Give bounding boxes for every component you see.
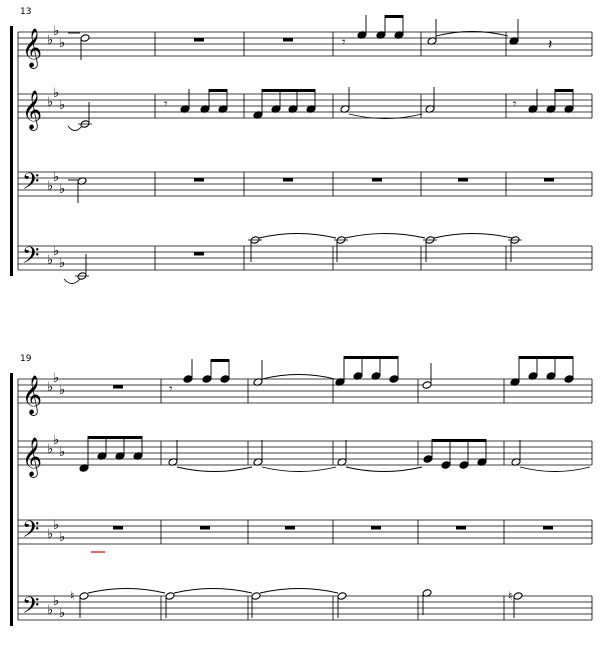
system-1-staff-2-key-flat-icon: ♭ [47, 527, 54, 542]
bass-half-note [251, 592, 261, 601]
alto-tie [262, 467, 336, 472]
bass-half-note [79, 592, 89, 601]
system-0-staff-3-bass-clef-icon: 𝄢 [22, 243, 40, 274]
bass-tie-in [64, 279, 80, 284]
system-0-staff-2-key-flat-icon: ♭ [59, 182, 66, 197]
alto-tie-in [68, 126, 82, 131]
system-1-staff-0-key-flat-icon: ♭ [59, 383, 66, 398]
soprano-m20-b-note [202, 375, 212, 384]
tenor-whole-rest [544, 178, 554, 182]
system-1-staff-2-key-flat-icon: ♭ [59, 530, 66, 545]
system-1-staff-1-key-flat-icon: ♭ [59, 445, 66, 460]
system-0-staff-0-key-flat-icon: ♭ [53, 24, 60, 39]
tenor-whole-rest [543, 526, 553, 530]
bass-half-note [165, 592, 175, 601]
quarter-rest-icon: 𝄽 [548, 37, 553, 53]
tenor-whole-rest [283, 178, 293, 182]
system-0-staff-0-key-flat-icon: ♭ [47, 33, 54, 48]
system-1-staff-1-key-flat-icon: ♭ [47, 442, 54, 457]
system-0-staff-2-key-flat-icon: ♭ [47, 179, 54, 194]
natural-icon: ♮ [70, 589, 75, 603]
system-1-staff-1-key-flat-icon: ♭ [53, 433, 60, 448]
soprano-m20-b-beam [211, 359, 229, 362]
soprano-tie [262, 375, 335, 380]
eighth-rest-icon: 𝄾 [169, 382, 173, 397]
system-1-staff-2-key-flat-icon: ♭ [53, 518, 60, 533]
system-0-staff-1-key-flat-icon: ♭ [53, 86, 60, 101]
bass-tie [434, 234, 512, 239]
system-1-staff-3-bass-clef-icon: 𝄢 [22, 593, 40, 624]
alto-m19-beam [88, 436, 142, 439]
tenor-whole-rest [113, 526, 123, 530]
system-1-staff-3-key-flat-icon: ♭ [47, 603, 54, 618]
system-1-staff-2-bass-clef-icon: 𝄢 [22, 517, 40, 548]
system-1-staff-1-treble-clef-icon: 𝄞 [22, 437, 43, 477]
alto-m23-beam [432, 439, 486, 442]
system-0-staff-3-key-flat-icon: ♭ [47, 253, 54, 268]
system-1-staff-3-key-flat-icon: ♭ [53, 594, 60, 609]
system-0-staff-1-treble-clef-icon: 𝄞 [22, 90, 43, 130]
system-1-staff-0-key-flat-icon: ♭ [53, 371, 60, 386]
system-1-staff-0-key-flat-icon: ♭ [47, 380, 54, 395]
soprano-m24-note [564, 375, 574, 384]
bass-whole-rest [194, 252, 204, 256]
system-1-staff-3-key-flat-icon: ♭ [59, 606, 66, 621]
bass-half-note [513, 592, 523, 601]
natural-icon: ♮ [508, 589, 513, 603]
alto-m18-b-beam [555, 89, 573, 92]
alto-m23-note [459, 461, 469, 470]
soprano-half-note [422, 381, 432, 390]
tenor-whole-rest [200, 526, 210, 530]
system-0-staff-1-key-flat-icon: ♭ [59, 98, 66, 113]
soprano-m20-b-note [220, 375, 230, 384]
bass-half-note [337, 592, 347, 601]
tenor-whole-rest [285, 526, 295, 530]
bass-tie [345, 234, 425, 239]
soprano-m24-beam [519, 356, 573, 359]
soprano-half-note [80, 34, 90, 43]
tenor-whole-rest [458, 178, 468, 182]
alto-tie [346, 467, 422, 472]
tenor-whole-rest [456, 526, 466, 530]
system-0-staff-1-key-flat-icon: ♭ [47, 95, 54, 110]
alto-tie-out [520, 467, 590, 472]
bass-tie [174, 589, 252, 594]
bass-tie [259, 234, 336, 239]
system-0-staff-0-key-flat-icon: ♭ [59, 36, 66, 51]
system-0-bracket [10, 26, 13, 276]
whole-rest [283, 38, 293, 42]
bass-tie [260, 589, 338, 594]
system-0-staff-3-key-flat-icon: ♭ [53, 244, 60, 259]
system-0-staff-2-bass-clef-icon: 𝄢 [22, 169, 40, 200]
alto-m15-beam [262, 89, 315, 92]
whole-rest [113, 385, 123, 389]
soprano-m22-beam [344, 356, 398, 359]
system-1-staff-0-treble-clef-icon: 𝄞 [22, 375, 43, 415]
system-0-staff-2-key-flat-icon: ♭ [53, 170, 60, 185]
alto-tie [177, 467, 252, 472]
alto-m23-note [423, 455, 433, 464]
soprano-m22-note [389, 375, 399, 384]
system-0-staff-0-treble-clef-icon: 𝄞 [22, 28, 43, 68]
soprano-m16-b-beam [385, 15, 403, 18]
tenor-whole-rest [371, 526, 381, 530]
alto-m14-b-beam [209, 89, 227, 92]
measure-number-13: 13 [20, 7, 32, 17]
system-0-staff-3-key-flat-icon: ♭ [59, 256, 66, 271]
tenor-whole-rest [372, 178, 382, 182]
measure-number-19: 19 [20, 354, 32, 364]
bass-tie [88, 589, 165, 594]
eighth-rest-icon: 𝄾 [513, 97, 517, 112]
eighth-rest-icon: 𝄾 [164, 97, 168, 112]
tenor-whole-rest [194, 178, 204, 182]
system-1-bracket [10, 373, 13, 626]
alto-m23-note [441, 461, 451, 470]
soprano-m20-a-note [183, 375, 193, 384]
notation-layer [10, 15, 592, 626]
whole-rest [194, 38, 204, 42]
eighth-rest-icon: 𝄾 [342, 35, 346, 50]
